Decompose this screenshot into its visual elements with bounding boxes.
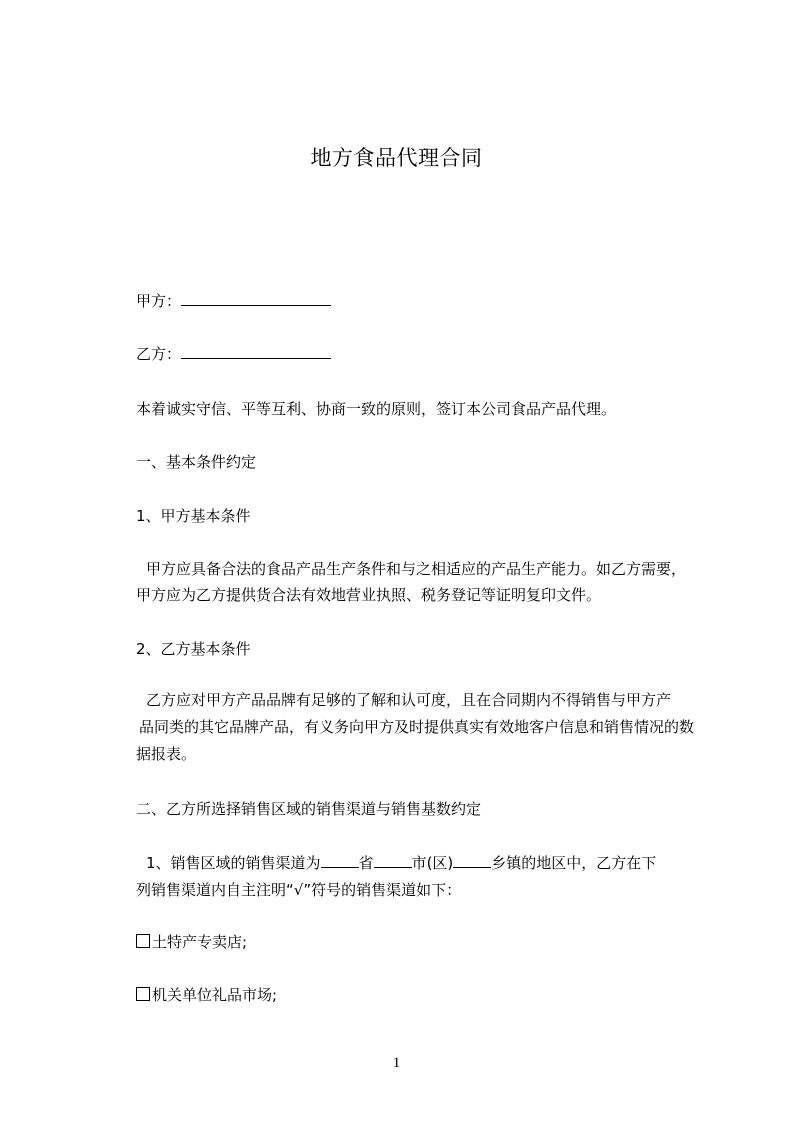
section2-heading: 二、乙方所选择销售区域的销售渠道与销售基数约定	[136, 800, 482, 818]
item1-line1	[146, 853, 726, 873]
sub1-para-line2: 甲方应为乙方提供货合法有效地营业执照、税务登记等证明复印文件。	[136, 586, 602, 604]
town-blank	[453, 853, 491, 868]
document-title: 地方食品代理合同	[310, 146, 483, 170]
item1-prefix: 1、销售区域的销售渠道为	[146, 854, 321, 872]
party-b-blank	[181, 344, 331, 359]
party-a-blank	[181, 291, 331, 306]
city-label: 市(区)	[411, 854, 454, 872]
option-row	[136, 932, 716, 952]
item1-line2: 列销售渠道内自主注明“√”符号的销售渠道如下：	[136, 881, 462, 899]
option-checkbox[interactable]	[136, 987, 150, 1001]
option-row	[136, 985, 716, 1005]
province-label: 省	[358, 854, 374, 872]
sub2-heading: 2、乙方基本条件	[136, 640, 251, 658]
sub2-para-line3: 据报表。	[136, 745, 197, 763]
sub2-para-line2: 品同类的其它品牌产品，有义务向甲方及时提供真实有效地客户信息和销售情况的数	[139, 718, 695, 736]
town-suffix: 乡镇的地区中，乙方在下	[491, 854, 657, 872]
province-blank	[321, 853, 359, 868]
option-label: 机关单位礼品市场;	[152, 986, 278, 1004]
sub2-para-line1: 乙方应对甲方产品品牌有足够的了解和认可度，且在合同期内不得销售与甲方产	[146, 691, 672, 709]
sub1-heading: 1、甲方基本条件	[136, 507, 251, 525]
page-number: 1	[392, 1055, 401, 1071]
preamble: 本着诚实守信、平等互利、协商一致的原则，签订本公司食品产品代理。	[136, 400, 617, 418]
party-a-line	[136, 291, 716, 311]
section1-heading: 一、基本条件约定	[136, 453, 257, 471]
party-a-label: 甲方：	[136, 292, 182, 310]
sub1-para-line1: 甲方应具备合法的食品产品生产条件和与之相适应的产品生产能力。如乙方需要，	[146, 560, 687, 578]
option-checkbox[interactable]	[136, 934, 150, 948]
city-blank	[374, 853, 412, 868]
option-label: 土特产专卖店;	[152, 933, 248, 951]
party-b-line	[136, 344, 716, 364]
party-b-label: 乙方：	[136, 345, 182, 363]
